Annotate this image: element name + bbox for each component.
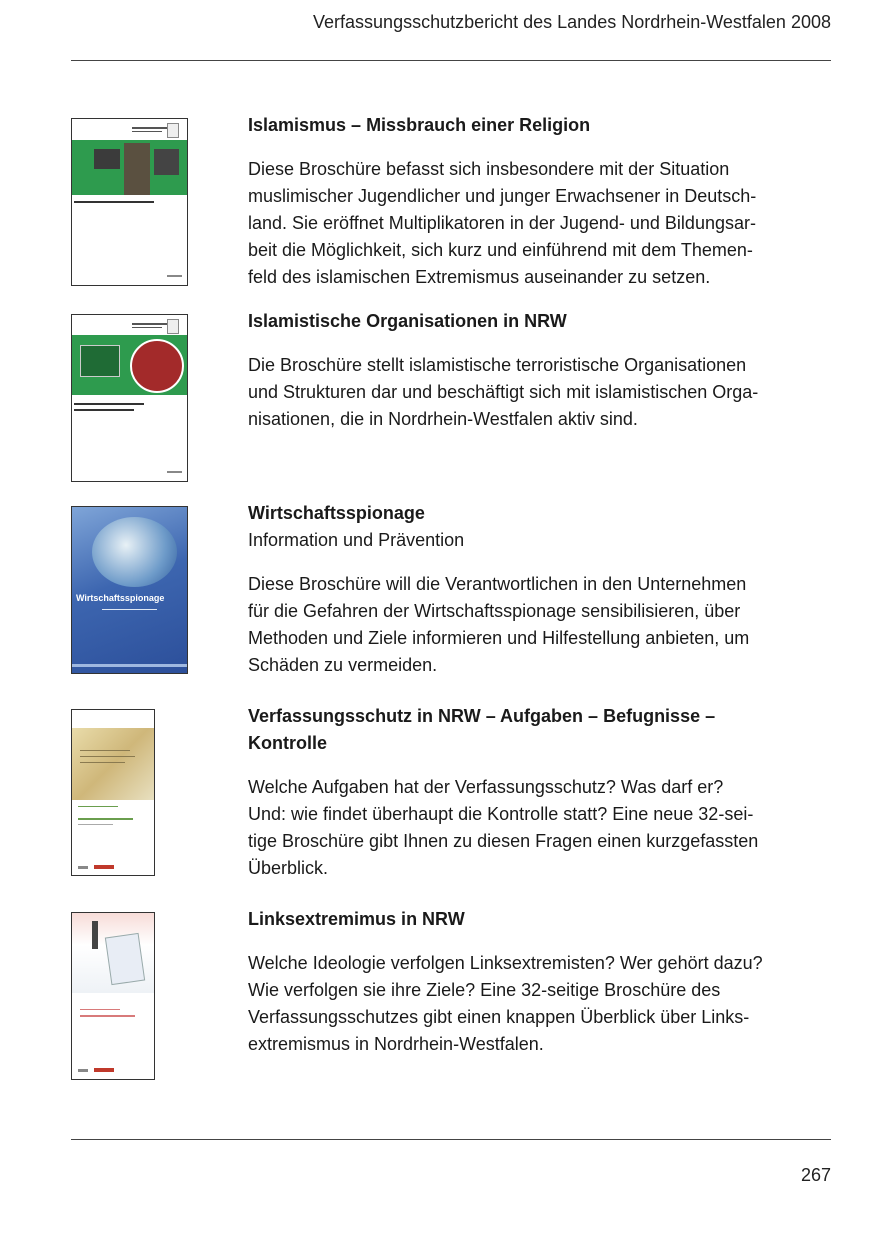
brochure-description: Diese Broschüre befasst sich insbesondere mit der Situation muslimischer Jugendlicher und junger Erwachsener in Deutsch- land. Sie eröffnet Multiplikatoren in der Jugend- und Bildungsar- beit die Möglichkeit, sich kurz und einführend mit dem Themen- feld des islamischen Extremismus auseinander zu setzen. [248, 159, 757, 287]
footer-divider [71, 1139, 831, 1140]
running-header: Verfassungsschutzbericht des Landes Nordrhein-Westfalen 2008 [313, 12, 831, 32]
page-number: 267 [800, 1165, 831, 1185]
brochure-subtitle: Information und Prävention [248, 530, 465, 550]
header-divider [71, 60, 831, 61]
brochure-description: Welche Ideologie verfolgen Linksextremisten? Wer gehört dazu? Wie verfolgen sie ihre Ziele? Eine 32-seitige Broschüre des Verfassungsschutzes gibt einen knappen Überblick über Links- extremismus in Nordrhein-Westfalen. [248, 953, 763, 1054]
brochure-title: Verfassungsschutz in NRW – Aufgaben – Befugnisse – Kontrolle [248, 706, 716, 753]
brochure-title: Islamistische Organisationen in NRW [248, 311, 567, 331]
cover-title: Wirtschaftsspionage [76, 593, 165, 603]
brochure-description: Welche Aufgaben hat der Verfassungsschutz? Was darf er? Und: wie findet überhaupt die Kontrolle statt? Eine neue 32-sei- tige Broschüre gibt Ihnen zu diesen Fragen einen kurzgefassten Überblick. [248, 777, 759, 878]
brochure-cover-islamismus [71, 118, 188, 286]
brochure-title: Linksextremimus in NRW [248, 909, 465, 929]
brochure-cover-linksextremismus [71, 912, 155, 1080]
brochure-title: Islamismus – Missbrauch einer Religion [248, 115, 591, 135]
brochure-title: Wirtschaftsspionage [248, 503, 425, 523]
brochure-description: Die Broschüre stellt islamistische terroristische Organisationen und Strukturen dar und beschäftigt sich mit islamistischen Orga- nisationen, die in Nordrhein-Westfalen aktiv sind. [248, 355, 759, 429]
brochure-cover-islamistische-organisationen [71, 314, 188, 482]
brochure-cover-wirtschaftsspionage [71, 506, 188, 674]
brochure-cover-verfassungsschutz [71, 709, 155, 876]
brochure-description: Diese Broschüre will die Verantwortlichen in den Unternehmen für die Gefahren der Wirtschaftsspionage sensibilisieren, über Methoden und Ziele informieren und Hilfestellung anbieten, um Schäden zu vermeiden. [248, 574, 750, 675]
